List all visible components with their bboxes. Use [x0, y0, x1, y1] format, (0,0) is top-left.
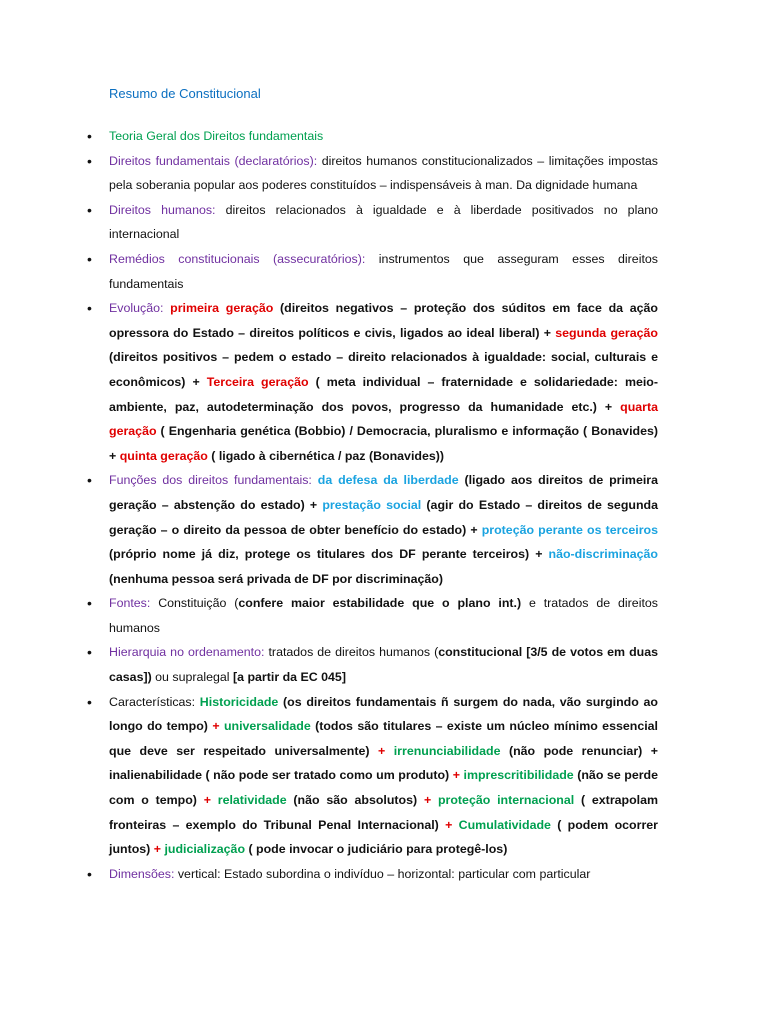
item-text-segment: Direitos humanos: [109, 202, 216, 217]
item-text-segment: ( extrapolam fronteiras – exemplo do Tribunal Penal Internacional) [109, 793, 659, 832]
item-text-segment: quarta geração [109, 399, 658, 439]
item-text-segment: Remédios constitucionais (assecuratórios): [109, 251, 366, 266]
item-text-segment: imprescritibilidade [463, 768, 574, 783]
item-text-segment: segunda geração [555, 325, 658, 340]
item-text-segment: (ligado aos direitos de primeira geração – abstenção do estado) + [109, 473, 658, 512]
item-text-segment: proteção perante os terceiros [481, 522, 658, 537]
item-text-segment: primeira geração [170, 301, 274, 316]
document-title: Resumo de Constitucional [109, 86, 261, 101]
item-text-segment: + [212, 719, 224, 734]
item-text-segment: Historicidade [199, 694, 279, 709]
item-text-segment: + [378, 743, 394, 758]
list-item [109, 149, 658, 198]
item-text-segment: Terceira geração [206, 374, 309, 389]
item-text-segment: Funções dos direitos fundamentais: [109, 473, 312, 488]
list-item [109, 124, 658, 149]
item-text-segment: (os direitos fundamentais ñ surgem do nada, vão surgindo ao longo do tempo) [109, 694, 658, 734]
list-item [109, 468, 658, 591]
item-text-segment: ( Engenharia genética (Bobbio) / Democracia, pluralismo e informação ( Bonavides) + [109, 424, 658, 463]
item-text-segment: e tratados de direitos humanos [109, 596, 658, 635]
item-text-segment: (não pode renunciar) + inalienabilidade ( não pode ser tratado como um produto) [109, 743, 658, 783]
item-text-segment: (não são absolutos) [286, 793, 424, 808]
list-item [109, 862, 658, 887]
item-text-segment: (não se perde com o tempo) [109, 768, 658, 808]
item-text-segment: direitos humanos constitucionalizados – limitações impostas pela soberania popular aos poderes constituídos – indispensáveis à man. Da dignidade humana [109, 153, 658, 193]
item-text-segment: Hierarquia no ordenamento: [109, 645, 265, 660]
item-text-segment: Fontes: [109, 596, 151, 611]
item-text-segment: Dimensões: [109, 866, 175, 881]
item-text-segment: ( ligado à cibernética / paz (Bonavides)) [207, 448, 444, 463]
item-text-segment: + [452, 768, 464, 783]
item-text-segment: não-discriminação [548, 547, 658, 562]
item-text-segment: confere maior estabilidade que o plano int.) [238, 596, 522, 611]
item-text-segment: tratados de direitos humanos ( [264, 645, 439, 660]
item-text-segment: (próprio nome já diz, protege os titulares dos DF perante terceiros) + [109, 547, 549, 562]
item-text-segment: judicialização [164, 842, 246, 857]
item-text-segment: Cumulatividade [458, 817, 551, 832]
item-text-segment: [a partir da EC 045] [233, 670, 346, 685]
bullet-list [109, 124, 658, 886]
item-text-segment: ( pode invocar o judiciário para protegê-los) [245, 842, 508, 857]
list-item [109, 247, 658, 296]
item-text-segment: da defesa da liberdade [317, 473, 459, 488]
list-item [109, 690, 658, 862]
item-text-segment: + [153, 842, 165, 857]
item-text-segment: relatividade [217, 793, 287, 808]
item-text-segment: (agir do Estado – direitos de segunda geração – o direito da pessoa de obter benefício do estado) + [109, 497, 658, 537]
item-text-segment: proteção internacional [437, 793, 575, 808]
list-item [109, 198, 658, 247]
item-text-segment: vertical: Estado subordina o indivíduo – horizontal: particular com particular [174, 866, 591, 881]
item-text-segment: Teoria Geral dos Direitos fundamentais [109, 129, 324, 143]
item-text-segment: direitos relacionados à igualdade e à liberdade positivados no plano internacional [109, 202, 658, 242]
item-text-segment: + [203, 793, 218, 808]
list-item [109, 296, 658, 468]
item-text-segment: ( meta individual – fraternidade e solidariedade: meio-ambiente, paz, autodeterminação dos povos, progresso da humanidade etc.) + [109, 374, 658, 414]
item-text-segment: universalidade [223, 719, 311, 734]
item-text-segment: (todos são titulares – existe um núcleo mínimo essencial que deve ser respeitado universalmente) [109, 719, 658, 758]
item-text-segment: + [445, 817, 459, 832]
item-text-segment: + [423, 793, 438, 808]
item-text-segment: quinta geração [119, 448, 208, 463]
item-text-segment: ou supralegal [151, 670, 234, 685]
item-text-segment: Evolução: [109, 301, 164, 316]
item-text-segment: (nenhuma pessoa será privada de DF por discriminação) [109, 571, 443, 586]
item-text-segment: constitucional [3/5 de votos em duas casas]) [109, 645, 659, 685]
item-text-segment: instrumentos que asseguram esses direitos fundamentais [109, 251, 658, 291]
item-text-segment: prestação social [322, 497, 422, 512]
list-item [109, 640, 658, 689]
item-text-segment: Constituição ( [150, 596, 239, 611]
item-text-segment: Direitos fundamentais (declaratórios): [109, 153, 318, 168]
item-text-segment: ( podem ocorrer juntos) [109, 817, 658, 857]
item-text-segment: (direitos negativos – proteção dos súditos em face da ação opressora do Estado – direitos políticos e civis, ligados ao ideal liberal) + [109, 301, 658, 340]
list-item [109, 591, 658, 640]
item-text-segment: irrenunciabilidade [393, 743, 501, 758]
item-text-segment: (direitos positivos – pedem o estado – direito relacionados à igualdade: social, culturais e econômicos) + [109, 350, 658, 389]
item-text-segment: Características: [109, 694, 196, 709]
